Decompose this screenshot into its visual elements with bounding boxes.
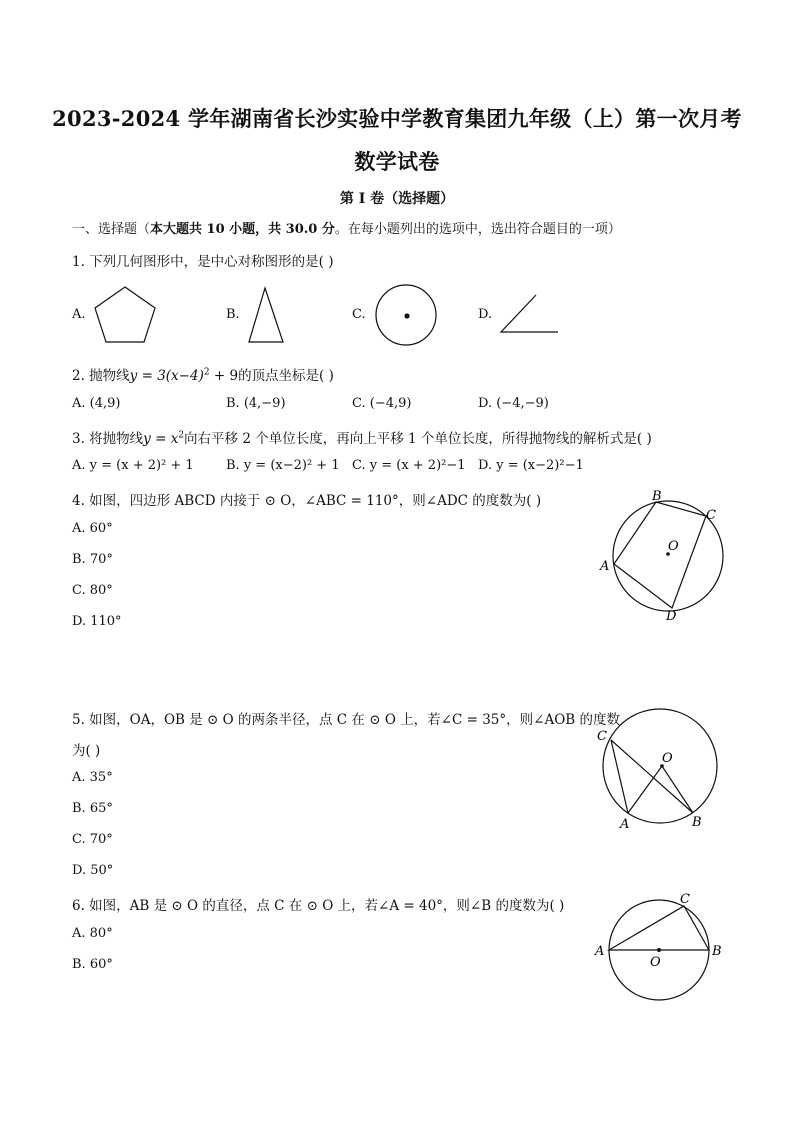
q1-option-d-label: D.: [478, 307, 493, 322]
q3-option-a: A. y = (x + 2)² + 1: [72, 458, 194, 473]
q6-label-b: B: [712, 944, 722, 959]
q6-label-o: O: [650, 955, 661, 970]
q6-diameter-triangle-figure: [592, 888, 726, 1006]
q4-label-o: O: [668, 539, 679, 554]
q3-exponent: 2: [178, 430, 185, 441]
q2-option-c: C. (−4,9): [352, 396, 412, 411]
question-1-stem: 1. 下列几何图形中，是中心对称图形的是( ): [72, 254, 334, 270]
page-title: 2023-2024 学年湖南省长沙实验中学教育集团九年级（上）第一次月考: [52, 106, 742, 131]
q5-label-b: B: [692, 815, 702, 830]
q4-label-a: A: [600, 559, 610, 574]
q3-equation: y = x: [143, 431, 179, 447]
q4-inscribed-quadrilateral-figure: [596, 488, 736, 628]
q5-label-o: O: [662, 751, 673, 766]
q2-equation: y = 3(x−4): [129, 368, 204, 384]
q6-label-c: C: [680, 892, 690, 907]
question-5-stem-line1: 5. 如图，OA，OB 是 ⊙ O 的两条半径，点 C 在 ⊙ O 上，若∠C = 35°，则∠AOB 的度数: [72, 712, 620, 728]
q6-option-a: A. 80°: [72, 926, 113, 941]
q2-option-a: A. (4,9): [72, 396, 121, 411]
question-6-stem: 6. 如图，AB 是 ⊙ O 的直径，点 C 在 ⊙ O 上，若∠A = 40°，则∠B 的度数为( ): [72, 898, 565, 914]
q4-option-c: C. 80°: [72, 583, 113, 598]
q3-option-b: B. y = (x−2)² + 1: [226, 458, 340, 473]
q6-option-b: B. 60°: [72, 957, 113, 972]
question-2-stem: [72, 364, 334, 384]
q2-equation-tail: + 9: [209, 368, 239, 384]
q2-stem-pre: 2. 抛物线: [72, 368, 130, 384]
q4-option-a: A. 60°: [72, 521, 113, 536]
triangle-figure: [246, 285, 286, 345]
q5-option-b: B. 65°: [72, 801, 113, 816]
q5-circle-radii-figure: [594, 702, 728, 832]
question-5-stem-line2: 为( ): [72, 743, 101, 759]
q5-label-c: C: [597, 729, 607, 744]
q4-label-c: C: [706, 508, 716, 523]
q1-option-a-label: A.: [72, 307, 86, 322]
q2-option-b: B. (4,−9): [226, 396, 286, 411]
q3-option-d: D. y = (x−2)²−1: [478, 458, 584, 473]
section-label: 一、选择题（: [72, 222, 151, 237]
q3-stem-post: 向右平移 2 个单位长度，再向上平移 1 个单位长度，所得抛物线的解析式是( ): [184, 431, 652, 447]
question-3-stem: [72, 427, 652, 447]
volume-label: 第 I 卷（选择题）: [339, 191, 455, 207]
q5-option-a: A. 35°: [72, 770, 113, 785]
q2-exponent: 2: [203, 367, 210, 378]
pentagon-figure: [92, 284, 158, 346]
q4-label-d: D: [666, 609, 677, 624]
angle-figure: [498, 292, 562, 336]
q1-option-b-label: B.: [226, 307, 240, 322]
q5-option-d: D. 50°: [72, 863, 114, 878]
q1-option-c-label: C.: [352, 307, 366, 322]
section-bold: 本大题共 10 小题，共 30.0 分: [150, 222, 335, 237]
section-rest: 。在每小题列出的选项中，选出符合题目的一项）: [334, 222, 621, 237]
q2-stem-post: 的顶点坐标是( ): [238, 368, 334, 384]
q5-option-c: C. 70°: [72, 832, 113, 847]
q4-label-b: B: [652, 489, 662, 504]
q3-option-c: C. y = (x + 2)²−1: [352, 458, 466, 473]
q3-stem-pre: 3. 将抛物线: [72, 431, 144, 447]
section-instructions: [72, 218, 621, 237]
q4-option-b: B. 70°: [72, 552, 113, 567]
question-4-stem: 4. 如图，四边形 ABCD 内接于 ⊙ O，∠ABC = 110°，则∠ADC 的度数为( ): [72, 493, 542, 509]
circle-with-center-figure: [374, 283, 438, 347]
page-subtitle: 数学试卷: [354, 149, 440, 174]
q5-label-a: A: [620, 817, 630, 832]
q6-label-a: A: [595, 944, 605, 959]
q4-option-d: D. 110°: [72, 614, 122, 629]
q2-option-d: D. (−4,−9): [478, 396, 549, 411]
